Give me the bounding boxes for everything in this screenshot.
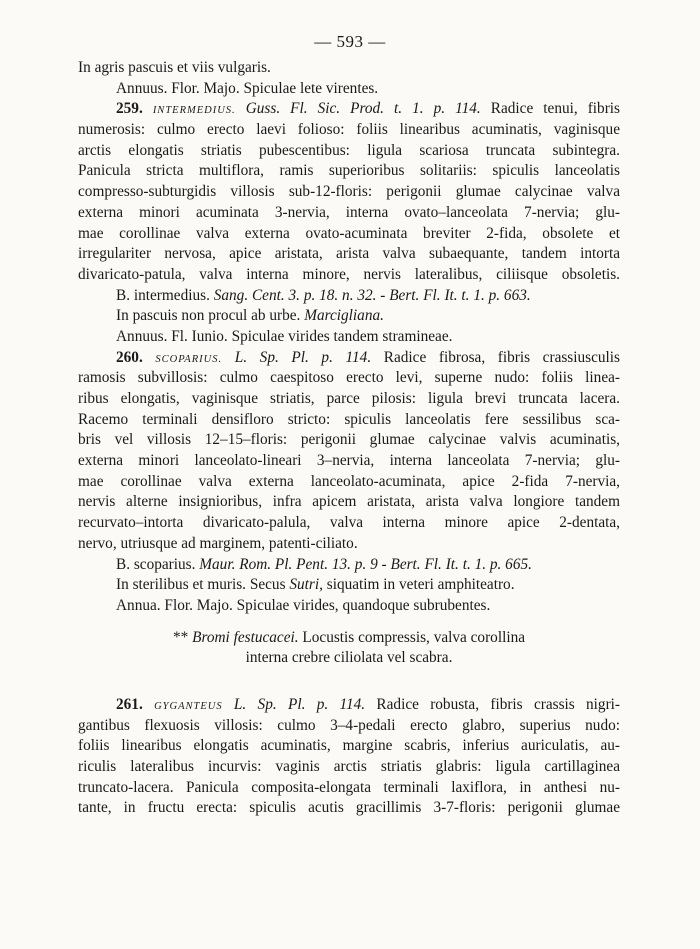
text-line: compresso-subturgidis villosis sub-12-floris: perigonii glumae calycinae valva [78,183,620,201]
text-line: Annuus. Flor. Majo. Spiculae lete virentes. [116,79,379,97]
text-line: numerosis: culmo erecto laevi folioso: foliis linearibus acuminatis, vaginisque [78,121,620,139]
habitat-text: In pascuis non procul ab urbe. [116,307,301,325]
synonym-line [78,555,620,576]
entry-number: 261. [116,695,143,713]
text-line: recurvato–intorta divaricato-palula, valva interna minore apice 2-dentata, [78,514,620,532]
entry-number: 259. [116,100,143,118]
text-line: externa minori acuminata 3-nervia, interna ovato–lanceolata 7-nervia; glu- [78,203,620,221]
text-line: divaricato-patula, valva interna minore, nervis lateralibus, ciliisque obsoletis. [78,265,620,283]
text-line: nervo, utriusque ad marginem, patenti-ciliato. [78,534,358,552]
text-line: Panicula stricta multiflora, ramis superioribus solitariis: spiculis lanceolatis [78,162,620,180]
text-line: externa minori lanceolato-lineari 3–nervia, interna lanceolata 7-nervia; glu- [78,452,620,470]
synonym-name: B. intermedius. [116,286,210,304]
text-line: truncato-lacera. Panicula composita-elongata terminali laxiflora, in anthesi nu- [78,778,620,796]
section-heading [78,628,620,649]
synonym-reference: Sang. Cent. 3. p. 18. n. 32. - Bert. Fl. It. t. 1. p. 663. [213,286,531,304]
locality: Sutri, [289,576,323,594]
text-line: In agris pascuis et viis vulgaris. [78,59,271,76]
entry-261-heading [78,695,620,716]
section-name: Bromi festucacei. [192,628,299,646]
text-line: gantibus flexuosis villosis: culmo 3–4-pedali erecto glabro, superius nudo: [78,716,620,734]
habitat-text: siquatim in veteri amphiteatro. [326,576,515,594]
synonym-name: B. scoparius. [116,555,196,573]
locality: Marcigliana. [304,307,384,325]
text-line: arctis elongatis striatis pubescentibus: ligula scariosa truncata subintegra. [78,141,620,159]
spacer [78,669,620,695]
text-line: bris vel villosis 12–15–floris: perigonii glumae calycinae valvis acuminatis, [78,431,620,449]
text-line: mae corollinae valva externa lanceolato-acuminata, apice 2-fida 7-nervia, [78,472,620,490]
reference: L. Sp. Pl. p. 114. [233,695,366,713]
entry-260-heading [78,348,620,369]
description: Radice fibrosa, fibris crassiusculis [383,348,621,366]
entry-number: 260. [116,348,143,366]
section-marker: ** [172,628,189,646]
species-name: GYGANTEUS [154,700,223,712]
description: Radice robusta, fibris crassis nigri- [376,695,621,713]
body-text [78,58,620,819]
text-line: ramosis subvillosis: culmo caespitoso erecto levi, superne nudo: foliis linea- [78,369,620,387]
species-name: INTERMEDIUS. [152,105,236,117]
habitat-line [78,306,620,327]
text-line: Annua. Flor. Majo. Spiculae virides, quandoque subrubentes. [116,596,491,614]
synonym-line [78,286,620,307]
species-name: SCOPARIUS. [155,353,223,365]
text-line: Racemo terminali densifloro stricto: spiculis lanceolatis fere sessilibus sca- [78,410,620,428]
text-line: irregulariter nervosa, apice aristata, arista valva subaequante, tandem intorta [78,245,620,263]
reference: Guss. Fl. Sic. Prod. t. 1. p. 114. [245,100,481,118]
page-number: — 593 — [314,32,386,51]
text-line: ribus elongatis, vaginisque striatis, parce pilosis: ligula brevi truncata lacera. [78,390,620,407]
habitat-text: In sterilibus et muris. Secus [116,576,286,594]
synonym-reference: Maur. Rom. Pl. Pent. 13. p. 9 - Bert. Fl. It. t. 1. p. 665. [199,555,532,573]
text-line: nervis alterne insignioribus, infra apicem aristata, arista valva longiore tandem [78,493,620,511]
text-line: foliis linearibus elongatis acuminatis, margine scabris, inferius auriculatis, au- [78,737,620,755]
text-line: riculis lateralibus incurvis: vaginis arctis striatis glabris: ligula cartillaginea [78,758,620,775]
section-heading-line-2: interna crebre ciliolata vel scabra. [245,649,453,667]
spacer [78,617,620,628]
habitat-line [78,575,620,596]
text-line: Annuus. Fl. Iunio. Spiculae virides tandem stramineae. [116,327,453,345]
text-line: mae corollinae valva externa ovato-acuminata breviter 2-fida, obsolete et [78,224,620,242]
reference: L. Sp. Pl. p. 114. [234,348,372,366]
entry-259-heading [78,99,620,120]
description: Radice tenui, fibris [490,100,620,118]
section-description: Locustis compressis, valva corollina [302,628,526,646]
text-line: tante, in fructu erecta: spiculis acutis gracillimis 3-7-floris: perigonii glumae [78,799,620,817]
